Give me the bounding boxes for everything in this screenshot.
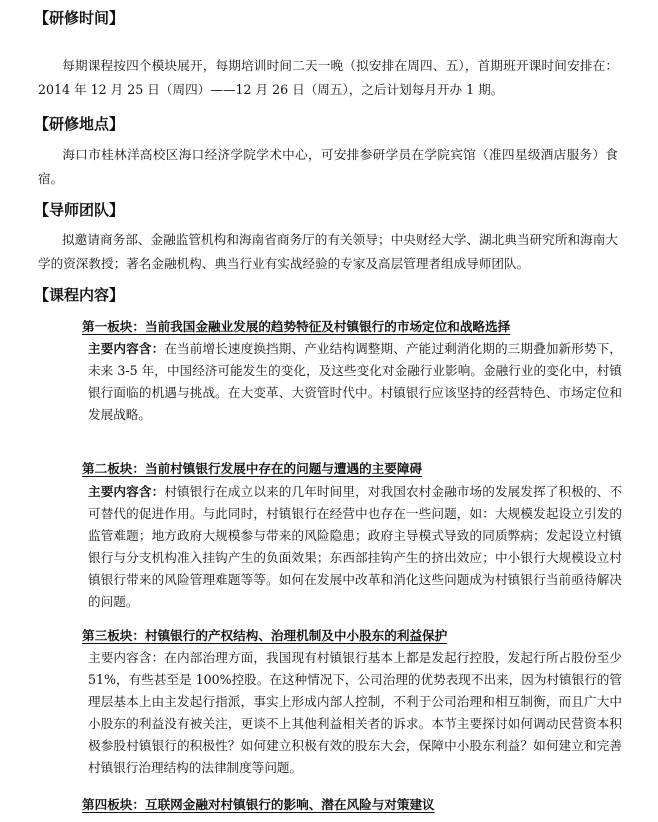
module-2-text: 村镇银行在成立以来的几年时间里，对我国农村金融市场的发展发挥了积极的、不可替代的促进作用。与此同时，村镇银行在经营中也存在一些问题，如：大规模发起设立引发的监管难题；地方政府大规模参与带来的风险隐患；政府主导模式导致的同质弊病；发起设立村镇银行与分支机构准入挂钩产生的负面效果；东西部挂钩产生的挤出效应；中小银行大规模设立村镇银行带来的风险管理难题等等。如何在发展中改革和消化这些问题成为村镇银行当前亟待解决的问题。	[88, 484, 623, 609]
module-1-label: 主要内容含：	[88, 341, 165, 356]
schedule-paragraph	[38, 54, 618, 102]
module-3-body	[88, 647, 622, 779]
schedule-text: 每期课程按四个模块展开，每期培训时间二天一晚（拟安排在周四、五），首期班开课时间安排在：2014 年 12 月 25 日（周四）——12 月 26 日（周五），之后计划每月开办 1 期。	[38, 58, 618, 97]
module-1-title: 第一板块：当前我国金融业发展的趋势特征及村镇银行的市场定位和战略选择	[82, 319, 511, 334]
module-2-body	[88, 481, 622, 613]
module-2-label: 主要内容含：	[88, 484, 165, 499]
faculty-paragraph	[38, 228, 618, 276]
module-4-title: 第四板块：互联网金融对村镇银行的影响、潜在风险与对策建议	[82, 797, 435, 812]
location-text: 海口市桂林洋高校区海口经济学院学术中心，可安排参研学员在学院宾馆（准四星级酒店服务）食宿。	[38, 147, 618, 186]
faculty-heading: 【导师团队】	[34, 201, 125, 219]
schedule-heading: 【研修时间】	[34, 9, 125, 27]
course-heading: 【课程内容】	[34, 286, 125, 304]
module-2-title: 第二板块：当前村镇银行发展中存在的问题与遭遇的主要障碍	[82, 461, 423, 476]
module-3-title: 第三板块：村镇银行的产权结构、治理机制及中小股东的利益保护	[82, 628, 448, 643]
module-3-label: 主要内容含：	[88, 650, 165, 665]
module-1-body	[88, 338, 622, 426]
module-3-text: 在内部治理方面，我国现有村镇银行基本上都是发起行控股，发起行所占股份至少 51%，有些甚至是 100%控股。在这种情况下，公司治理的优势表现不出来，因为村镇银行的管理层基本上由主发起行指派，事实上形成内部人控制，不利于公司治理和相互制衡，而且广大中小股东的利益没有被关注，更谈不上其他利益相关者的诉求。本节主要探讨如何调动民营资本积极参股村镇银行的积极性？如何建立积极有效的股东大会，保障中小股东利益？如何建立和完善村镇银行治理结构的法律制度等问题。	[88, 650, 623, 775]
location-heading: 【研修地点】	[34, 115, 125, 133]
module-1-text: 在当前增长速度换挡期、产业结构调整期、产能过剩消化期的三期叠加新形势下，未来 3-5 年，中国经济可能发生的变化，及这些变化对金融行业影响。金融行业的变化中，村镇银行面临的机遇与挑战。在大变革、大资管时代中。村镇银行应该坚持的经营特色、市场定位和发展战略。	[88, 341, 623, 422]
faculty-text: 拟邀请商务部、金融监管机构和海南省商务厅的有关领导；中央财经大学、湖北典当研究所和海南大学的资深教授；著名金融机构、典当行业有实战经验的专家及高层管理者组成导师团队。	[38, 232, 618, 271]
location-paragraph	[38, 143, 618, 191]
